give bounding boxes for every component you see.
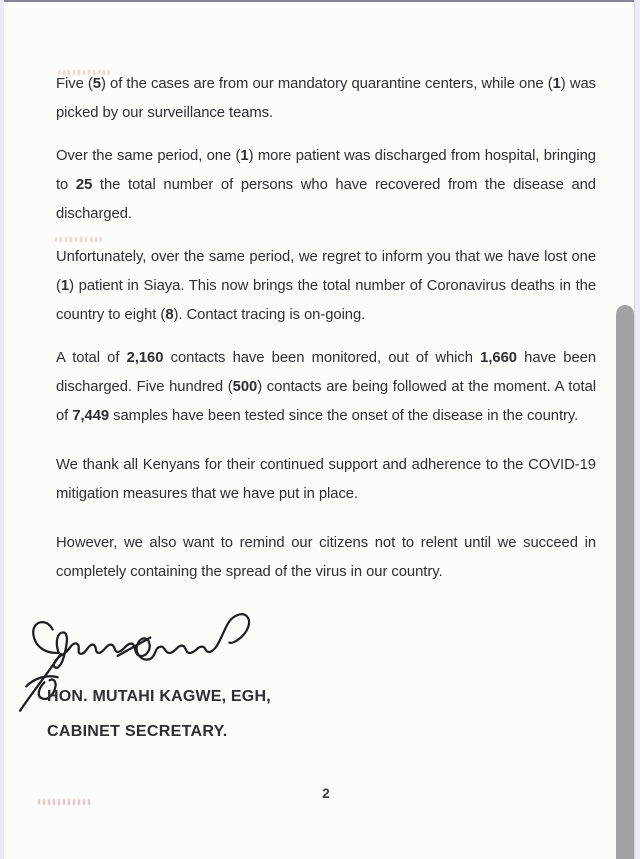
paragraph: A total of 2,160 contacts have been monitored, out of which 1,660 have been discharged. Five hundred (500) contacts are being followed at the moment. A total of 7,449 samples have been tested since the onset of the disease in the country. bbox=[56, 350, 597, 424]
paragraph: However, we also want to remind our citizens not to relent until we succeed in completely containing the spread of the virus in our country. bbox=[56, 535, 596, 580]
signatory-title: CABINET SECRETARY. bbox=[47, 723, 228, 740]
paragraph: We thank all Kenyans for their continued support and adherence to the COVID-19 mitigation measures that we have put in place. bbox=[56, 457, 596, 502]
scrollbar-thumb[interactable] bbox=[616, 305, 634, 859]
page-left-edge-strip bbox=[0, 0, 4, 859]
document-body bbox=[56, 70, 596, 601]
signatory-name: HON. MUTAHI KAGWE, EGH, bbox=[47, 688, 271, 705]
scrollbar-track[interactable] bbox=[634, 0, 640, 859]
paragraph: Over the same period, one (1) more patient was discharged from hospital, bringing to 25 the total number of persons who have recovered from the disease and discharged. bbox=[56, 148, 596, 222]
paragraph: Five (5) of the cases are from our mandatory quarantine centers, while one (1) was picked by our surveillance teams. bbox=[56, 76, 596, 121]
page-number: 2 bbox=[322, 786, 330, 801]
page-top-edge-line bbox=[0, 0, 640, 2]
paragraph: Unfortunately, over the same period, we regret to inform you that we have lost one (1) patient in Siaya. This now brings the total number of Coronavirus deaths in the country to eight (8). Contact tracing is on-going. bbox=[56, 249, 596, 323]
